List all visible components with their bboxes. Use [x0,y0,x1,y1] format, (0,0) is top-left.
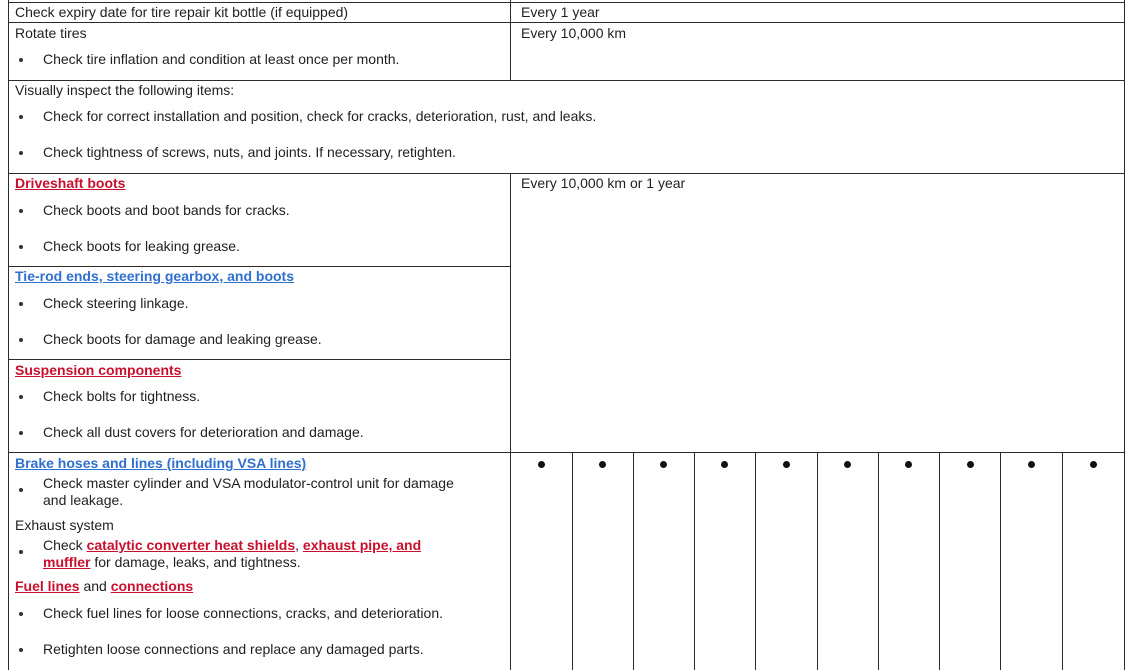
fuel-lines-heading [15,578,193,595]
bullet-icon [19,550,23,554]
row-divider [8,266,510,267]
tie-rod-bullet: Check steering linkage. [43,295,189,311]
fuel-lines-link[interactable]: Fuel lines [15,578,80,594]
bullet-icon [19,151,23,155]
column-divider [817,452,818,670]
bullet-icon [19,488,23,492]
column-divider [878,452,879,670]
connections-link[interactable]: connections [110,578,194,594]
brake-bullet-line1: Check master cylinder and VSA modulator-control unit for damage [43,475,454,491]
schedule-mark [967,461,974,468]
column-divider [939,452,940,670]
bullet-icon [19,302,23,306]
column-divider [510,0,511,80]
driveshaft-boots-link[interactable]: Driveshaft boots [15,175,126,191]
exhaust-bullet-line2 [43,554,301,571]
column-divider [510,173,511,670]
brake-bullet-line2: and leakage. [43,492,124,508]
driveshaft-bullet: Check boots and boot bands for cracks. [43,202,290,218]
brake-hoses-link[interactable]: Brake hoses and lines (including VSA lines) [15,455,307,471]
exhaust-check-text: Check [43,537,83,553]
column-divider [633,452,634,670]
row-divider [8,22,1125,23]
bullet-icon [19,395,23,399]
exhaust-system-label: Exhaust system [15,517,114,533]
bullet-icon [19,338,23,342]
column-divider [1062,452,1063,670]
schedule-mark [1028,461,1035,468]
suspension-bullet: Check all dust covers for deterioration and damage. [43,424,364,440]
schedule-mark [783,461,790,468]
driveshaft-interval: Every 10,000 km or 1 year [521,175,686,191]
row-divider [8,80,1125,81]
visual-inspect-intro: Visually inspect the following items: [15,82,235,98]
rotate-tires-interval: Every 10,000 km [521,25,627,41]
exhaust-rest-text: for damage, leaks, and tightness. [94,554,301,570]
schedule-mark [844,461,851,468]
column-divider [1000,452,1001,670]
table-border-right [1124,0,1125,670]
rotate-tires-note: Check tire inflation and condition at least once per month. [43,51,400,67]
schedule-mark [1090,461,1097,468]
visual-inspect-bullet: Check tightness of screws, nuts, and joints. If necessary, retighten. [43,144,456,160]
tire-kit-interval: Every 1 year [521,4,600,20]
schedule-mark [721,461,728,468]
fuel-bullet: Retighten loose connections and replace any damaged parts. [43,641,424,657]
tie-rod-bullet: Check boots for damage and leaking grease. [43,331,322,347]
suspension-bullet: Check bolts for tightness. [43,388,201,404]
exhaust-bullet-line1 [43,537,421,554]
exhaust-pipe-link[interactable]: exhaust pipe, and [302,537,422,553]
bullet-icon [19,58,23,62]
bullet-icon [19,612,23,616]
column-divider [755,452,756,670]
muffler-link[interactable]: muffler [43,554,91,570]
driveshaft-bullet: Check boots for leaking grease. [43,238,240,254]
schedule-mark [905,461,912,468]
row-divider [8,359,510,360]
schedule-mark [599,461,606,468]
row-divider [8,452,1125,453]
bullet-icon [19,209,23,213]
rotate-tires-item: Rotate tires [15,25,87,41]
column-divider [572,452,573,670]
row-divider [8,173,1125,174]
schedule-mark [660,461,667,468]
table-border-left [8,0,9,670]
heat-shields-link[interactable]: catalytic converter heat shields [86,537,296,553]
fuel-bullet: Check fuel lines for loose connections, cracks, and deterioration. [43,605,443,621]
comma-text: , [295,537,300,553]
bullet-icon [19,431,23,435]
table-border-top [8,2,1125,3]
bullet-icon [19,115,23,119]
bullet-icon [19,648,23,652]
suspension-link[interactable]: Suspension components [15,362,182,378]
tire-kit-item: Check expiry date for tire repair kit bottle (if equipped) [15,4,349,20]
visual-inspect-bullet: Check for correct installation and position, check for cracks, deterioration, rust, and leaks. [43,108,597,124]
and-text: and [83,578,107,594]
column-divider [694,452,695,670]
schedule-mark [538,461,545,468]
tie-rod-link[interactable]: Tie-rod ends, steering gearbox, and boots [15,268,295,284]
bullet-icon [19,245,23,249]
